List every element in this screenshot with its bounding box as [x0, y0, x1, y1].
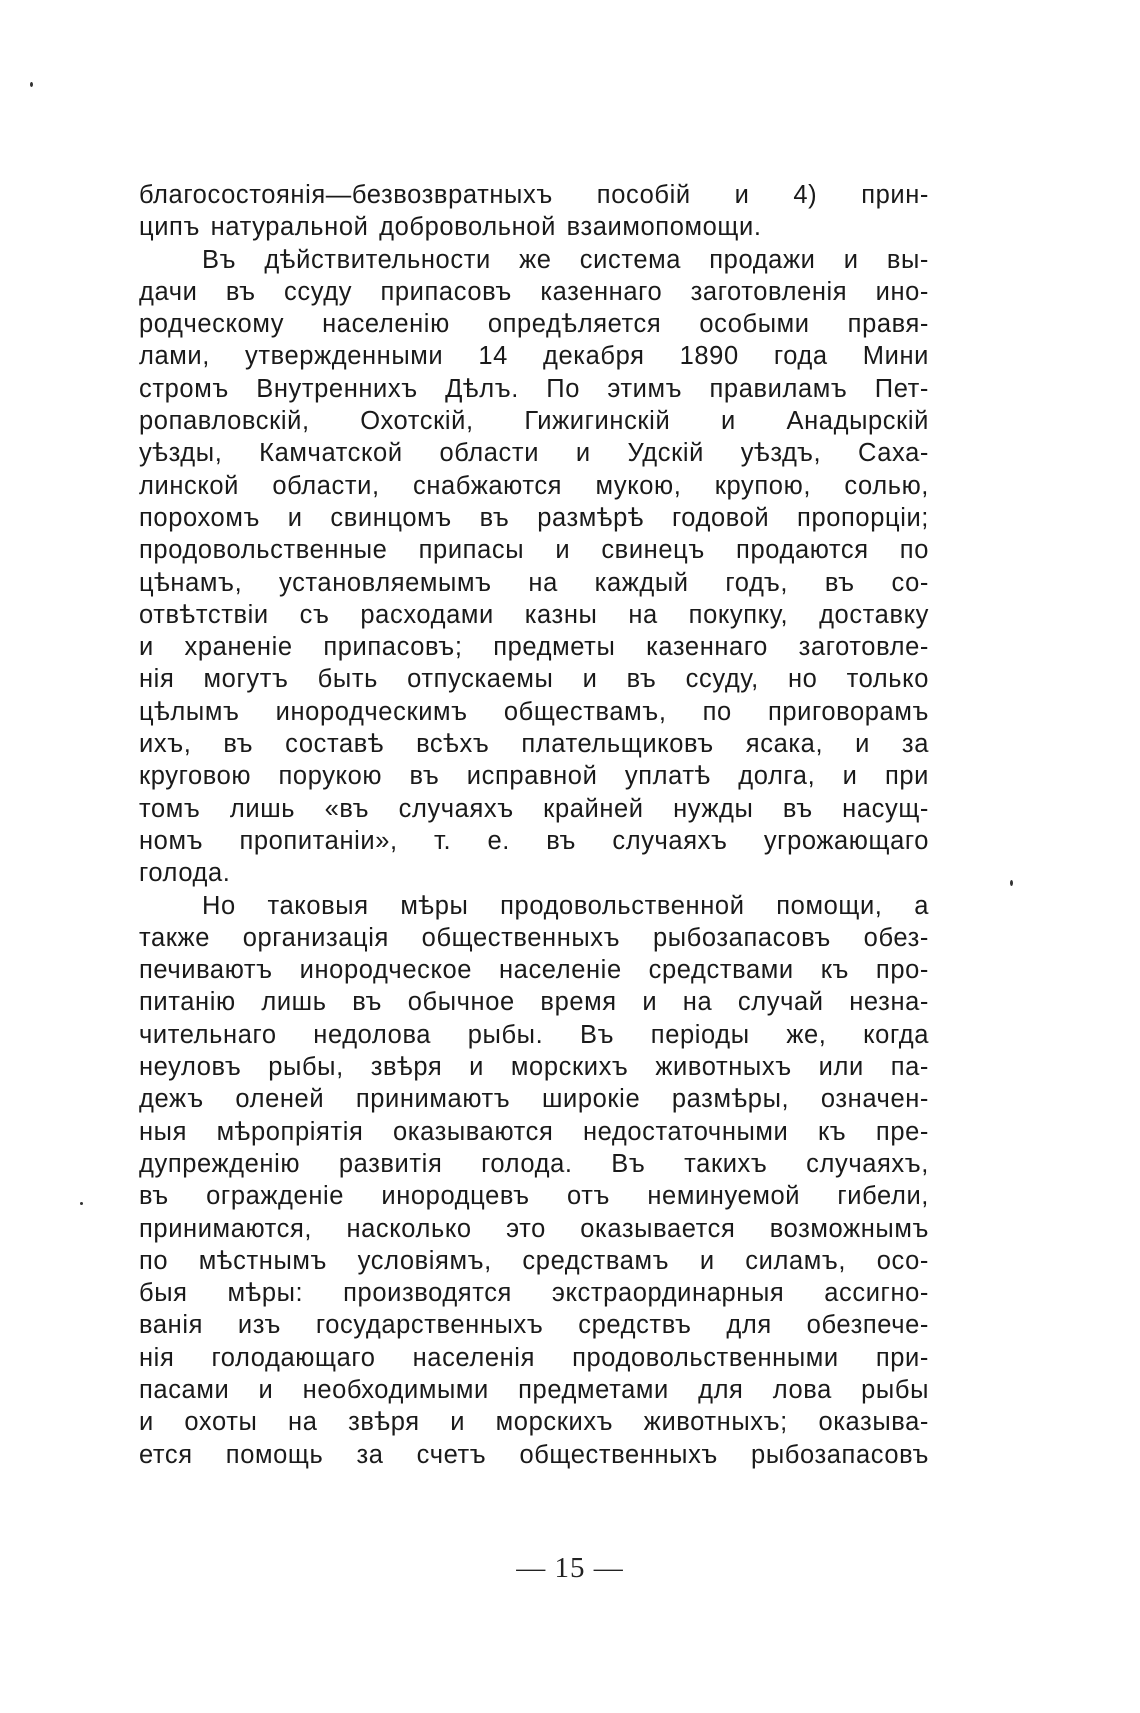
text-line: питанію лишь въ обычное время и на случай незна-: [139, 988, 929, 1017]
text-line: ропавловскій, Охотскій, Гижигинскій и Анадырскій: [139, 407, 929, 436]
text-line: пасами и необходимыми предметами для лова рыбы: [139, 1375, 929, 1404]
text-line: нія голодающаго населенія продовольственными при-: [139, 1343, 929, 1372]
text-line: отвѣтствіи съ расходами казны на покупку, доставку: [139, 600, 929, 629]
text-line: Въ дѣйствительности же система продажи и вы-: [202, 245, 929, 274]
page-number: — 15 —: [516, 1552, 624, 1584]
text-line: и храненіе припасовъ; предметы казеннаго заготовле-: [139, 633, 929, 662]
text-line: дупрежденію развитія голода. Въ такихъ случаяхъ,: [139, 1149, 929, 1178]
text-line: порохомъ и свинцомъ въ размѣрѣ годовой пропорціи;: [139, 503, 929, 532]
text-line: томъ лишь «въ случаяхъ крайней нужды въ насущ-: [139, 794, 929, 823]
text-line: быя мѣры: производятся экстраординарныя ассигно-: [139, 1279, 929, 1308]
text-line: номъ пропитаніи», т. е. въ случаяхъ угрожающаго: [139, 826, 929, 855]
text-line: круговою порукою въ исправной уплатѣ долга, и при: [139, 762, 929, 791]
text-line: родческому населенію опредѣляется особыми правя-: [139, 310, 929, 339]
text-line: уѣзды, Камчатской области и Удскій уѣздъ, Саха-: [139, 439, 929, 468]
text-line: дачи въ ссуду припасовъ казеннаго заготовленія ино-: [139, 277, 929, 306]
text-line: нія могутъ быть отпускаемы и въ ссуду, но только: [139, 665, 929, 694]
text-line: печиваютъ инородческое населеніе средствами къ про-: [139, 956, 929, 985]
text-line: продовольственные припасы и свинецъ продаются по: [139, 536, 929, 565]
text-line: чительнаго недолова рыбы. Въ періоды же, когда: [139, 1020, 929, 1049]
body-text: [139, 179, 929, 1471]
text-line: лами, утвержденными 14 декабря 1890 года Мини: [139, 342, 929, 371]
text-line: цѣлымъ инородческимъ обществамъ, по приговорамъ: [139, 697, 929, 726]
text-line: въ огражденіе инородцевъ отъ неминуемой гибели,: [139, 1182, 929, 1211]
text-line: ныя мѣропріятія оказываются недостаточными къ пре-: [139, 1117, 929, 1146]
text-line: голода.: [139, 859, 231, 888]
text-line: неуловъ рыбы, звѣря и морскихъ животныхъ или па-: [139, 1053, 929, 1082]
scan-speck: [80, 1202, 83, 1205]
text-line: стромъ Внутреннихъ Дѣлъ. По этимъ правиламъ Пет-: [139, 374, 929, 403]
scan-speck: [30, 82, 33, 87]
text-line: линской области, снабжаются мукою, крупою, солью,: [139, 471, 929, 500]
text-line: ципъ натуральной добровольной взаимопомощи.: [139, 213, 762, 242]
text-line: ванія изъ государственныхъ средствъ для обезпече-: [139, 1311, 929, 1340]
text-line: также организація общественныхъ рыбозапасовъ обез-: [139, 923, 929, 952]
text-line: благосостоянія—безвозвратныхъ пособій и 4) прин-: [139, 181, 929, 209]
text-line: по мѣстнымъ условіямъ, средствамъ и силамъ, осо-: [139, 1246, 929, 1275]
text-line: дежъ оленей принимаютъ широкіе размѣры, означен-: [139, 1085, 929, 1114]
scan-speck: [1010, 880, 1013, 886]
text-line: Но таковыя мѣры продовольственной помощи, а: [202, 891, 929, 920]
text-line: цѣнамъ, установляемымъ на каждый годъ, въ со-: [139, 568, 929, 597]
text-line: и охоты на звѣря и морскихъ животныхъ; оказыва-: [139, 1408, 929, 1437]
text-line: ихъ, въ составѣ всѣхъ плательщиковъ ясака, и за: [139, 730, 929, 759]
text-line: принимаются, насколько это оказывается возможнымъ: [139, 1214, 929, 1243]
text-line: ется помощь за счетъ общественныхъ рыбозапасовъ: [139, 1440, 929, 1469]
